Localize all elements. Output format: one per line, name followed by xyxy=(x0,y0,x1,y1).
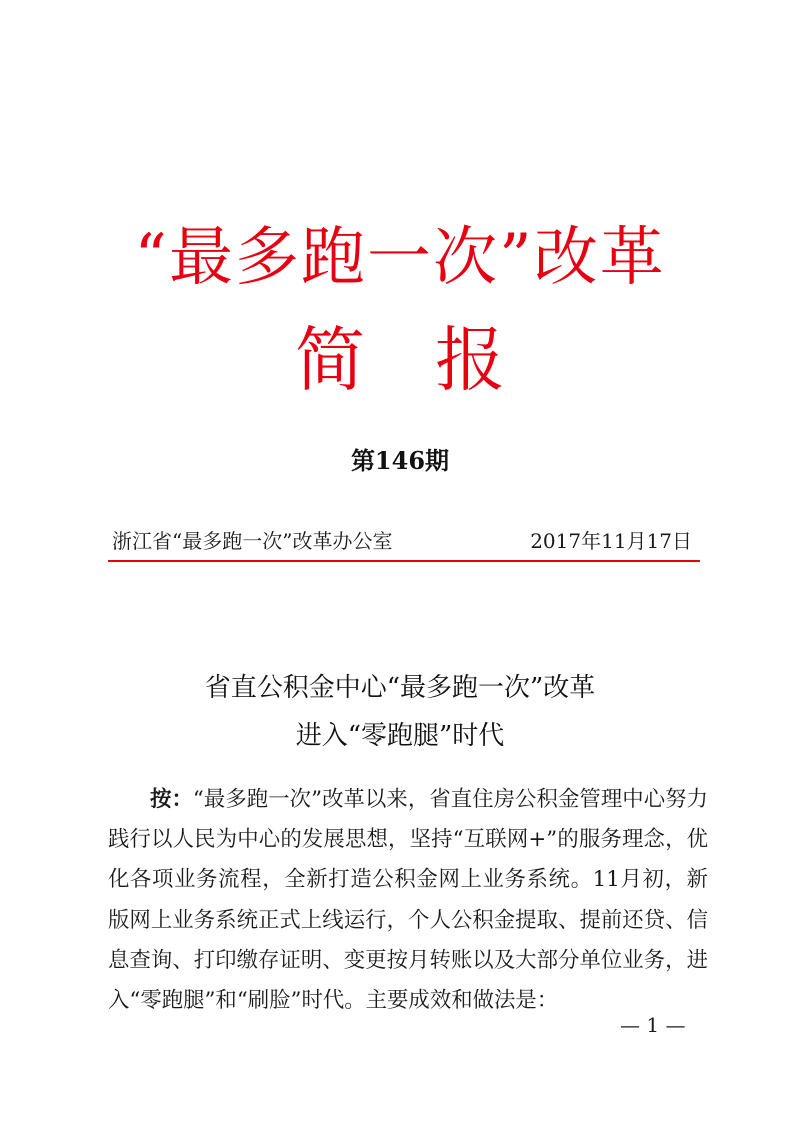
editor-note-text: “最多跑一次”改革以来，省直住房公积金管理中心努力践行以人民为中心的发展思想，坚持“互联网+”的服务理念，优化各项业务流程，全新打造公积金网上业务系统。11月初，新版网上业务系统正式上线运行，个人公积金提取、提前还贷、信息查询、打印缴存证明、变更按月转账以及大部分单位业务，进入“零跑腿”和“刷脸”时代。主要成效和做法是： xyxy=(108,787,708,1014)
editor-note-label: 按： xyxy=(150,787,193,812)
issuer-name: 浙江省“最多跑一次”改革办公室 xyxy=(112,529,393,553)
bulletin-title-line2: 简报 xyxy=(295,319,575,401)
issue-date: 2017年11月17日 xyxy=(530,529,692,553)
page-number: — 1 — xyxy=(620,1013,686,1037)
bulletin-title-line1: “最多跑一次”改革 xyxy=(134,221,666,295)
article-title-line1: 省直公积金中心“最多跑一次”改革 xyxy=(204,673,596,703)
article-body xyxy=(108,780,708,1021)
issue-number: 第146期 xyxy=(350,446,450,475)
masthead-row xyxy=(112,525,698,557)
red-divider-rule xyxy=(108,560,700,562)
article-title-line2: 进入“零跑腿”时代 xyxy=(295,721,505,751)
